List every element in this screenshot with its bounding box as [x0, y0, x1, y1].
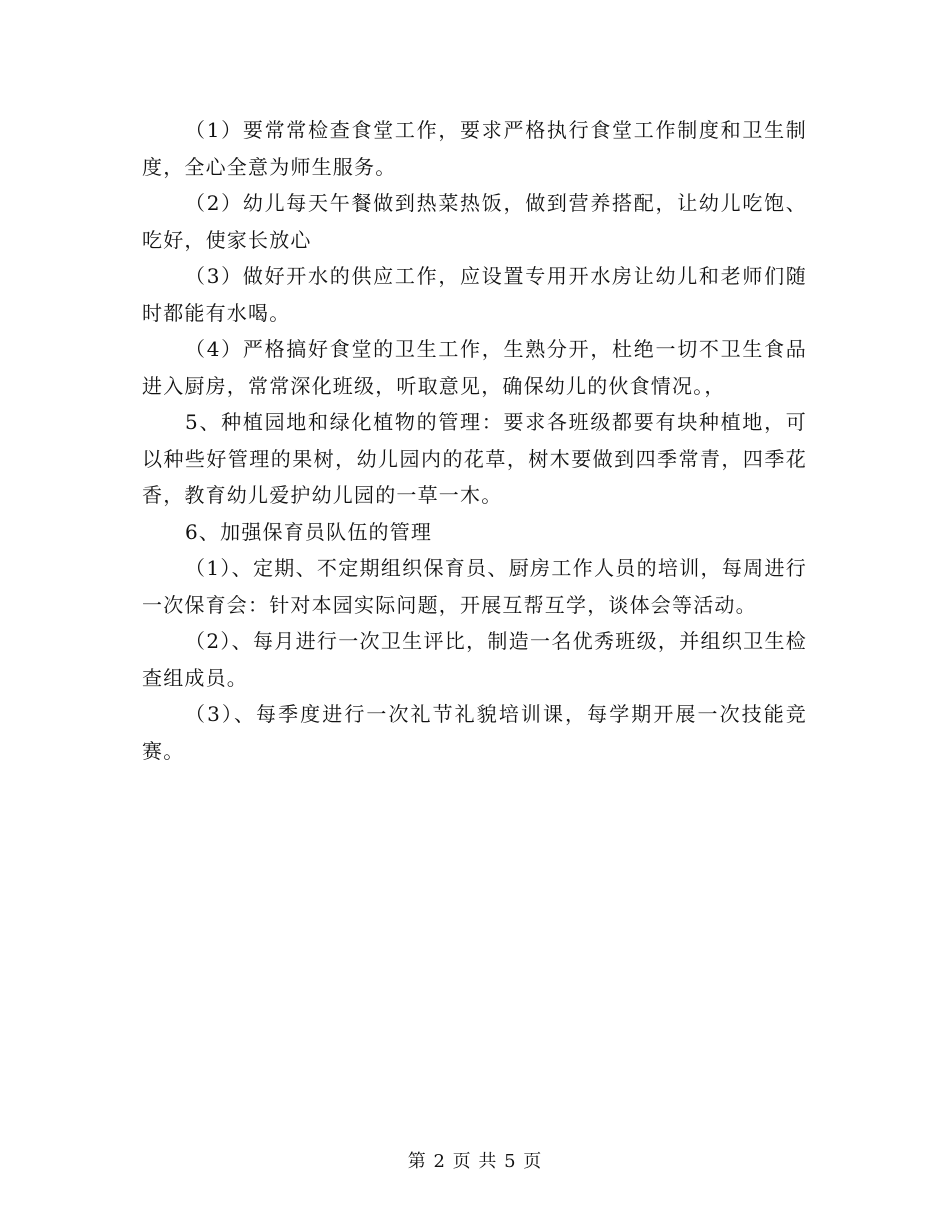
paragraph-hygiene-evaluation: （2）、每月进行一次卫生评比，制造一名优秀班级，并组织卫生检查组成员。 [142, 629, 807, 690]
paragraph-planting-greening: 5、种植园地和绿化植物的管理：要求各班级都要有块种植地，可以种些好管理的果树，幼儿园内的花草，树木要做到四季常青，四季花香，教育幼儿爱护幼儿园的一草一木。 [142, 410, 807, 507]
paragraph-staff-training: （1）、定期、不定期组织保育员、厨房工作人员的培训，每周进行一次保育会：针对本园实际问题，开展互帮互学，谈体会等活动。 [142, 556, 807, 617]
paragraph-canteen-inspection: （1）要常常检查食堂工作，要求严格执行食堂工作制度和卫生制度，全心全意为师生服务。 [142, 118, 807, 179]
paragraph-canteen-hygiene: （4）严格搞好食堂的卫生工作，生熟分开，杜绝一切不卫生食品进入厨房，常常深化班级，听取意见，确保幼儿的伙食情况。， [142, 337, 807, 398]
paragraph-lunch-meals: （2）幼儿每天午餐做到热菜热饭，做到营养搭配，让幼儿吃饱、吃好，使家长放心 [142, 191, 807, 252]
paragraph-staff-management-heading: 6、加强保育员队伍的管理 [185, 519, 433, 544]
document-body [142, 112, 807, 769]
paragraph-etiquette-training: （3）、每季度进行一次礼节礼貌培训课，每学期开展一次技能竞赛。 [142, 702, 807, 763]
page-number-footer: 第 2 页 共 5 页 [407, 1151, 543, 1172]
paragraph-boiled-water: （3）做好开水的供应工作，应设置专用开水房让幼儿和老师们随时都能有水喝。 [142, 264, 807, 325]
